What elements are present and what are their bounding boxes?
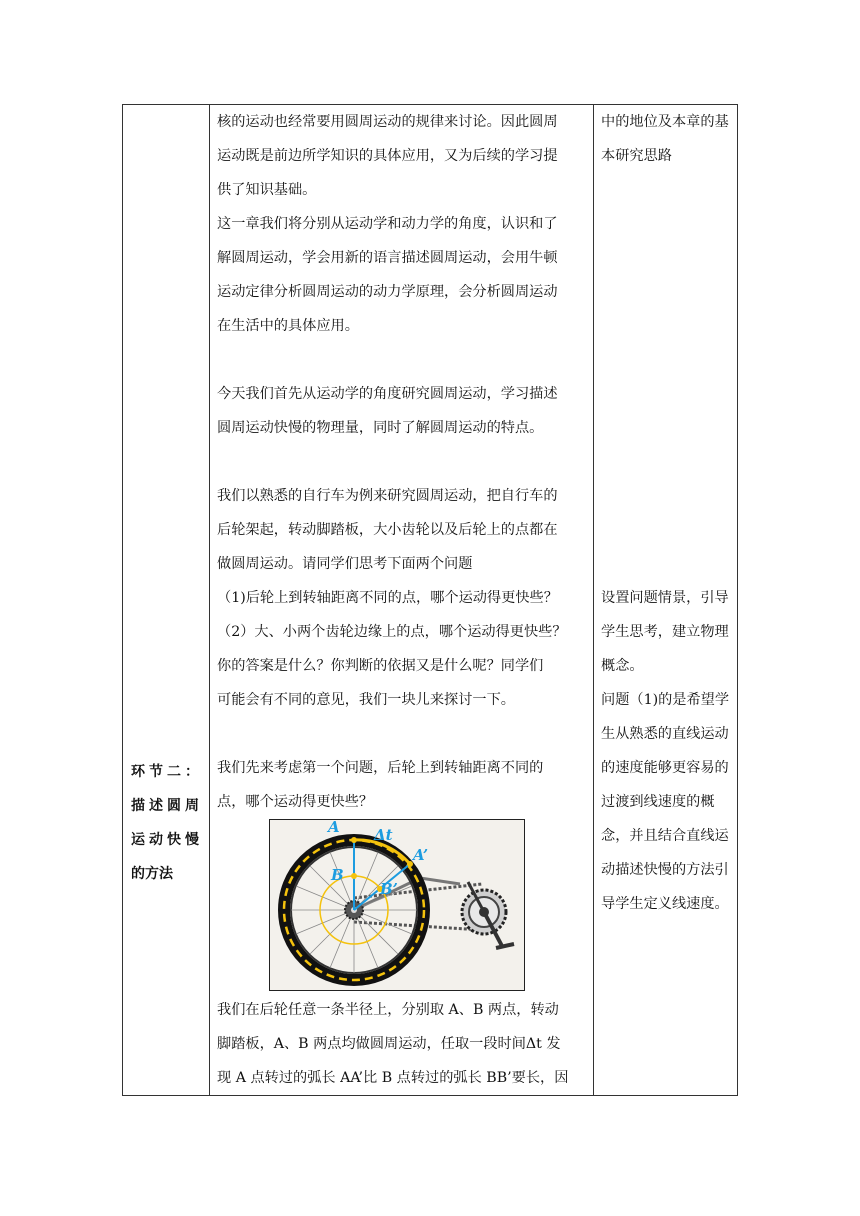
note-line: 概念。 (601, 658, 644, 674)
text-line: 现 A 点转过的弧长 AA’比 B 点转过的弧长 BB’要长，因 (217, 1070, 569, 1086)
label-b: B (331, 866, 344, 884)
lesson-table (122, 104, 738, 1096)
text-line: 核的运动也经常要用圆周运动的规律来讨论。因此圆周 (217, 114, 558, 130)
note-line: 学生思考，建立物理 (601, 624, 729, 640)
text-line: 供了知识基础。 (217, 182, 317, 198)
text-line: 在生活中的具体应用。 (217, 318, 359, 334)
content-column (209, 105, 593, 1095)
bicycle-wheel-figure (269, 819, 525, 991)
question-1: （1)后轮上到转轴距离不同的点，哪个运动得更快些？ (217, 590, 558, 606)
text-line: 你的答案是什么？你判断的依据又是什么呢？同学们 (217, 658, 544, 674)
text-line: 今天我们首先从运动学的角度研究圆周运动，学习描述 (217, 386, 558, 402)
text-line: 后轮架起，转动脚踏板，大小齿轮以及后轮上的点都在 (217, 522, 558, 538)
text-line: 运动既是前边所学知识的具体应用，又为后续的学习提 (217, 148, 558, 164)
stage-column (123, 105, 209, 1095)
text-line: 我们在后轮任意一条半径上，分别取 A、B 两点，转动 (217, 1002, 559, 1018)
text-line: 解圆周运动，学会用新的语言描述圆周运动，会用牛顿 (217, 250, 558, 266)
note-line: 生从熟悉的直线运动 (601, 726, 729, 742)
stage-title (131, 755, 199, 891)
label-a-prime: A’ (413, 846, 429, 864)
note-line: 的速度能够更容易的 (601, 760, 729, 776)
text-line: 运动定律分析圆周运动的动力学原理，会分析圆周运动 (217, 284, 558, 300)
note-line: 念，并且结合直线运 (601, 828, 729, 844)
text-line: 圆周运动快慢的物理量，同时了解圆周运动的特点。 (217, 420, 544, 436)
text-line: 做圆周运动。请同学们思考下面两个问题 (217, 556, 473, 572)
label-a: A (328, 820, 340, 836)
note-line: 中的地位及本章的基 (601, 114, 729, 130)
chapter-paragraph (217, 207, 585, 343)
note-line: 过渡到线速度的概 (601, 794, 715, 810)
note-line: 动描述快慢的方法引 (601, 862, 729, 878)
after-figure-paragraph (217, 993, 585, 1095)
text-line: 这一章我们将分别从运动学和动力学的角度，认识和了 (217, 216, 558, 232)
text-line: 脚踏板，A、B 两点均做圆周运动，任取一段时间Δt 发 (217, 1036, 561, 1052)
first-question-paragraph (217, 751, 585, 819)
note-line: 导学生定义线速度。 (601, 896, 729, 912)
bike-paragraph (217, 479, 585, 717)
note-design-intent (601, 581, 737, 921)
note-line: 设置问题情景，引导 (601, 590, 729, 606)
label-delta-t: Δt (374, 826, 393, 844)
note-line: 本研究思路 (601, 148, 672, 164)
stage-title-line: 描述圆周 (131, 798, 199, 814)
question-2: （2）大、小两个齿轮边缘上的点，哪个运动得更快些？ (217, 624, 567, 640)
note-top (601, 105, 737, 173)
label-b-prime: B’ (380, 880, 398, 898)
text-line: 我们先来考虑第一个问题，后轮上到转轴距离不同的 (217, 760, 544, 776)
stage-title-line: 环节二： (131, 764, 199, 780)
today-paragraph (217, 377, 585, 445)
text-line: 我们以熟悉的自行车为例来研究圆周运动，把自行车的 (217, 488, 558, 504)
intro-paragraph (217, 105, 585, 207)
note-line: 问题（1)的是希望学 (601, 692, 730, 708)
stage-title-line: 的方法 (131, 866, 173, 882)
bicycle-wheel-image (270, 820, 524, 990)
stage-title-line: 运动快慢 (131, 832, 199, 848)
design-notes-column (593, 105, 739, 1095)
text-line: 点，哪个运动得更快些？ (217, 794, 374, 810)
text-line: 可能会有不同的意见，我们一块儿来探讨一下。 (217, 692, 515, 708)
